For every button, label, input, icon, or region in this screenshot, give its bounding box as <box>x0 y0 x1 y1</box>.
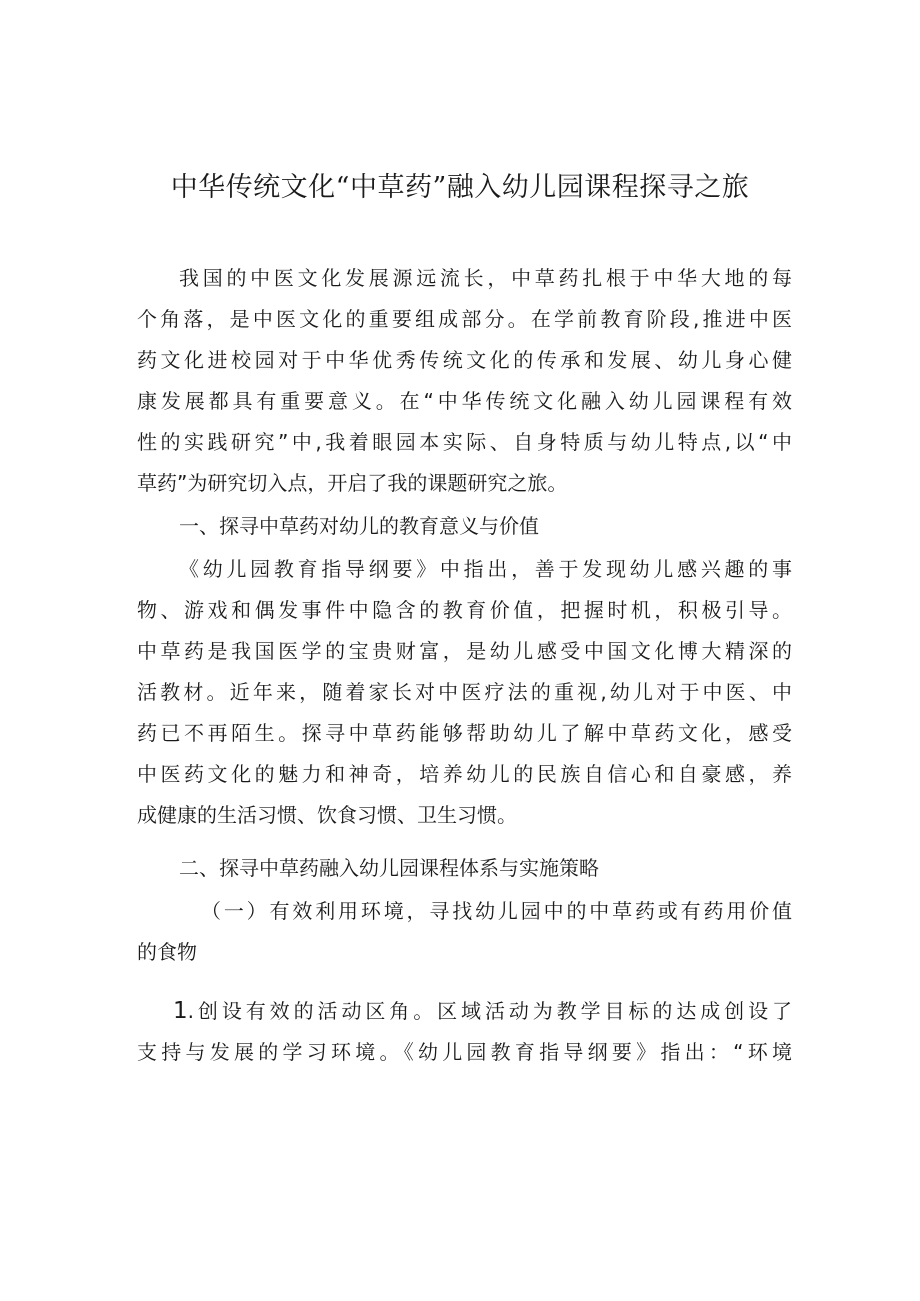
document-title: 中华传统文化“中草药”融入幼儿园课程探寻之旅 <box>170 172 750 203</box>
paragraph-line: 我国的中医文化发展源远流长，中草药扎根于中华大地的每 <box>179 266 792 290</box>
paragraph-line: 药已不再陌生。探寻中草药能够帮助幼儿了解中草药文化，感受 <box>137 721 792 745</box>
paragraph-line: 活教材。近年来，随着家长对中医疗法的重视,幼儿对于中医、中 <box>137 680 792 704</box>
subsection-heading: （一）有效利用环境，寻找幼儿园中的中草药或有药用价值 <box>201 899 792 923</box>
paragraph-line: 康发展都具有重要意义。在“中华传统文化融入幼儿园课程有效 <box>137 389 792 413</box>
paragraph-line: 物、游戏和偶发事件中隐含的教育价值，把握时机，积极引导。 <box>137 598 792 622</box>
section-heading: 二、探寻中草药融入幼儿园课程体系与实施策略 <box>179 856 599 880</box>
numbered-paragraph-text: 创设有效的活动区角。区域活动为教学目标的达成创设了 <box>194 999 792 1023</box>
paragraph-line: 《幼儿园教育指导纲要》中指出，善于发现幼儿感兴趣的事 <box>179 557 792 581</box>
paragraph-line: 中医药文化的魅力和神奇，培养幼儿的民族自信心和自豪感，养 <box>137 762 792 786</box>
document-body <box>137 258 792 1073</box>
numbered-paragraph-line: 1.创设有效的活动区角。区域活动为教学目标的达成创设了 <box>173 998 792 1024</box>
paragraph-line: 支持与发展的学习环境。《幼儿园教育指导纲要》指出：“环境 <box>137 1040 792 1064</box>
paragraph-line: 成健康的生活习惯、饮食习惯、卫生习惯。 <box>137 803 517 827</box>
paragraph-line: 草药”为研究切入点，开启了我的课题研究之旅。 <box>137 471 568 495</box>
paragraph-line: 药文化进校园对于中华优秀传统文化的传承和发展、幼儿身心健 <box>137 348 792 372</box>
paragraph-line: 中草药是我国医学的宝贵财富，是幼儿感受中国文化博大精深的 <box>137 639 792 663</box>
subsection-heading-cont: 的食物 <box>137 940 197 964</box>
paragraph-line: 个角落，是中医文化的重要组成部分。在学前教育阶段,推进中医 <box>137 307 792 331</box>
item-number: 1 <box>173 998 188 1024</box>
paragraph-line: 性的实践研究”中,我着眼园本实际、自身特质与幼儿特点,以“中 <box>137 430 792 454</box>
section-heading: 一、探寻中草药对幼儿的教育意义与价值 <box>179 514 539 538</box>
